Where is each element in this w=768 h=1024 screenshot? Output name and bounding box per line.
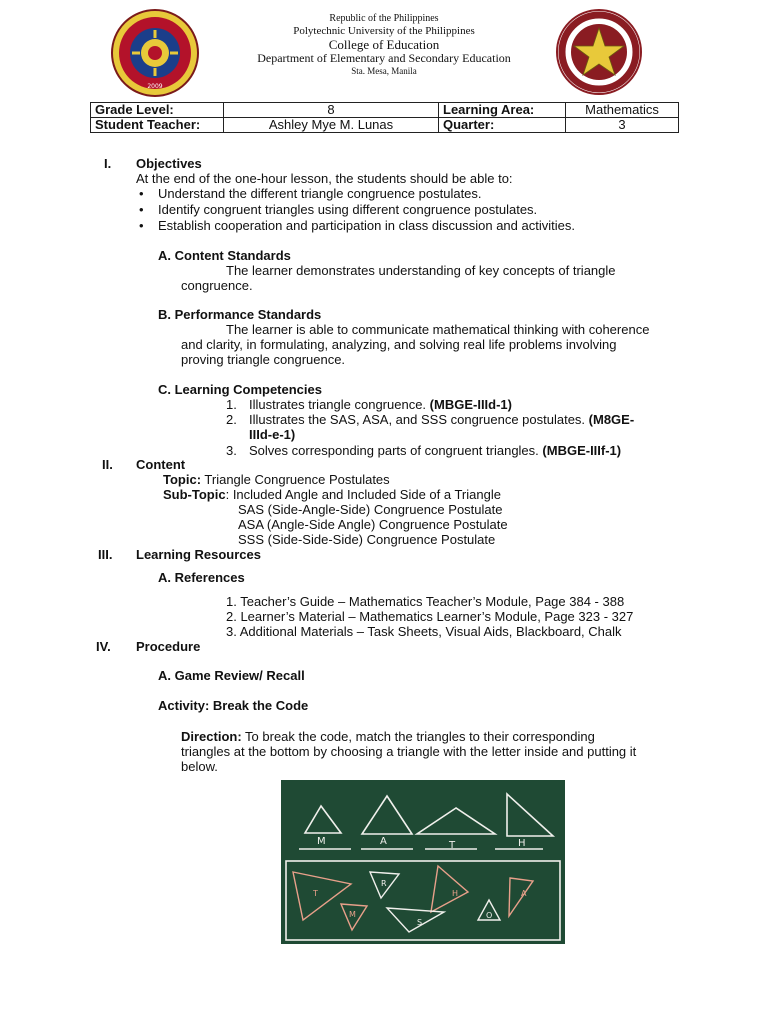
bullet-icon: • [139,186,144,201]
student-teacher-value: Ashley Mye M. Lunas [224,118,439,133]
activity-title: Activity: Break the Code [158,698,309,713]
sas-postulate: SAS (Side-Angle-Side) Congruence Postulate [238,502,503,517]
section-number-3: III. [98,547,113,562]
lesson-info-table [90,102,679,133]
section-number-2: II. [102,457,113,472]
bottom-letter: S [417,918,423,927]
subtopic-line: Sub-Topic: Included Angle and Included Side of a Triangle [163,487,501,502]
bullet-icon: • [139,218,144,233]
asa-postulate: ASA (Angle-Side Angle) Congruence Postulate [238,517,508,532]
section-number-4: IV. [96,639,111,654]
svg-text:1904: 1904 [591,87,607,94]
objective-item: Establish cooperation and participation in class discussion and activities. [158,218,575,233]
bullet-icon: • [139,202,144,217]
objective-item: Identify congruent triangles using different congruence postulates. [158,202,538,217]
top-letter: A [380,836,387,847]
bottom-letter: R [381,879,387,888]
learning-area-value: Mathematics [566,103,679,118]
section-number-1: I. [104,156,112,171]
header-university: Polytechnic University of the Philippines [293,25,475,37]
content-heading: Content [136,457,186,472]
reference-item: 2. Learner’s Material – Mathematics Learner’s Module, Page 323 - 327 [226,609,634,624]
objectives-heading: Objectives [136,156,202,171]
procedure-heading: Procedure [136,639,201,654]
top-letter: T [449,840,456,851]
competency-number: 2. [226,412,237,427]
header-republic: Republic of the Philippines [329,13,439,24]
competency-code: (MBGE-IIIf-1) [542,443,622,458]
grade-level-value: 8 [224,103,439,118]
references-heading: A. References [158,570,245,585]
student-teacher-label: Student Teacher: [91,118,224,133]
learning-resources-heading: Learning Resources [136,547,261,562]
sss-postulate: SSS (Side-Side-Side) Congruence Postulate [238,532,496,547]
quarter-value: 3 [566,118,679,133]
header-department: Department of Elementary and Secondary Education [257,51,511,65]
reference-item: 1. Teacher’s Guide – Mathematics Teacher’s Module, Page 384 - 388 [226,594,625,609]
competency-code: (M8GE- [588,412,635,427]
content-standards-line1: The learner demonstrates understanding of key concepts of triangle [226,263,616,278]
performance-standards-line3: proving triangle congruence. [181,352,346,367]
objective-item: Understand the different triangle congruence postulates. [158,186,482,201]
competency-item: Illustrates triangle congruence. (MBGE-IIId-1) [249,397,512,412]
game-review-heading: A. Game Review/ Recall [158,668,305,683]
direction-line3: below. [181,759,218,774]
competency-number: 3. [226,443,237,458]
bottom-letter: O [486,911,493,920]
objectives-intro: At the end of the one-hour lesson, the students should be able to: [136,171,513,186]
direction-line2: triangles at the bottom by choosing a triangle with the letter inside and putting it [181,744,637,759]
bottom-letter: H [452,889,459,898]
svg-text:2009: 2009 [147,83,163,90]
break-the-code-chalkboard [281,780,565,944]
competency-number: 1. [226,397,237,412]
content-standards-line2: congruence. [181,278,253,293]
learning-competencies-heading: C. Learning Competencies [158,382,322,397]
header-location: Sta. Mesa, Manila [351,66,417,76]
learning-area-label: Learning Area: [439,103,566,118]
header-college: College of Education [328,37,440,52]
performance-standards-heading: B. Performance Standards [158,307,322,322]
bottom-letter: A [521,889,527,898]
competency-item: Illustrates the SAS, ASA, and SSS congruence postulates. (M8GE- [249,412,635,427]
quarter-label: Quarter: [439,118,566,133]
topic-line: Topic: Triangle Congruence Postulates [163,472,390,487]
grade-level-label: Grade Level: [91,103,224,118]
competency-item: Solves corresponding parts of congruent triangles. (MBGE-IIIf-1) [249,443,622,458]
performance-standards-line2: and clarity, in formulating, analyzing, and solving real life problems involving [181,337,617,352]
competency-code: (MBGE-IIId-1) [429,397,512,412]
bottom-letter: T [313,889,318,898]
content-standards-heading: A. Content Standards [158,248,291,263]
competency-code-continued: IIId-e-1) [249,427,296,442]
top-letter: M [317,836,326,847]
performance-standards-line1: The learner is able to communicate mathematical thinking with coherence [226,322,650,337]
reference-item: 3. Additional Materials – Task Sheets, Visual Aids, Blackboard, Chalk [226,624,622,639]
top-letter: H [518,838,526,849]
bottom-letter: M [349,910,356,919]
direction-line1: Direction: To break the code, match the triangles to their corresponding [181,729,595,744]
